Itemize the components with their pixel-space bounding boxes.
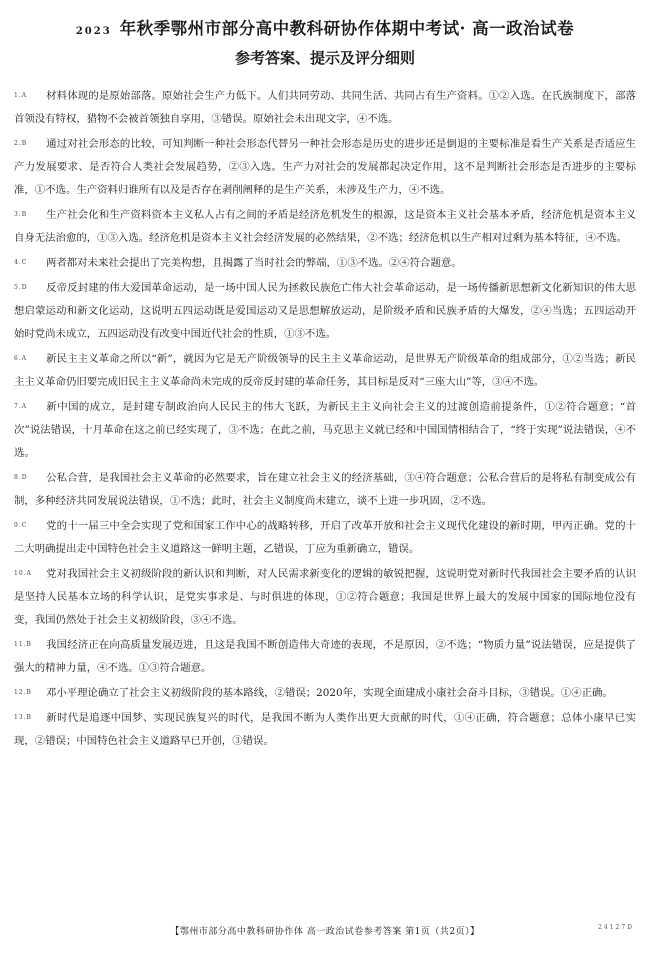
document-code: 24127D bbox=[598, 924, 634, 931]
answer-item bbox=[14, 276, 636, 346]
header bbox=[0, 0, 650, 70]
answer-item bbox=[14, 84, 636, 131]
answer-explanation: 我国经济正在向高质量发展迈进，且这是我国不断创造伟大奇迹的表现，不是原因，②不选；“物质力量”说法错误，应是提供了强大的精神力量，④不选。①③符合题意。 bbox=[14, 639, 636, 674]
page-footer bbox=[0, 924, 650, 937]
answer-item bbox=[14, 203, 636, 250]
page-title bbox=[0, 18, 650, 43]
answer-number: 5.D bbox=[14, 284, 28, 291]
exam-title: 年秋季鄂州市部分高中教科研协作体期中考试· 高一政治试卷 bbox=[119, 19, 575, 38]
answer-explanation: 公私合营，是我国社会主义革命的必然要求，旨在建立社会主义的经济基础，③④符合题意；公私合营后的是将私有制变成公有制，多种经济共同发展说法错误，①不选；此时，社会主义制度尚未建立，谈不上进一步巩固，②不选。 bbox=[14, 472, 636, 507]
answer-explanation: 反帝反封建的伟大爱国革命运动，是一场中国人民为拯救民族危亡伟大社会革命运动，是一场传播新思想新文化新知识的伟大思想启蒙运动和新文化运动，这说明五四运动既是爱国运动又是思想解放运动，是阶级矛盾和民族矛盾的大爆发，②④当选；五四运动开始时党尚未成立，五四运动没有改变中国近代社会的性质，①③不选。 bbox=[14, 282, 636, 340]
answer-item bbox=[14, 706, 636, 753]
answer-explanation: 两者都对未来社会提出了完美构想，且揭露了当时社会的弊端，①③不选。②④符合题意。 bbox=[46, 257, 462, 269]
answer-number: 3.B bbox=[14, 211, 28, 218]
answer-item bbox=[14, 251, 636, 275]
answer-explanation: 新中国的成立，是封建专制政治向人民民主的伟大飞跃，为新民主主义向社会主义的过渡创造前提条件，①②符合题意；“首次”说法错误，十月革命在这之前已经实现了，③不选；在此之前，马克思主义就已经和中国国情相结合了，“终于实现”说法错误，④不选。 bbox=[14, 401, 636, 459]
footer-text: 【鄂州市部分高中教科研协作体 高一政治试卷参考答案 第1页（共2页）】 bbox=[170, 927, 480, 937]
answer-number: 6.A bbox=[14, 355, 28, 362]
answer-number: 12.B bbox=[14, 689, 32, 696]
answer-item bbox=[14, 514, 636, 561]
answer-number: 13.B bbox=[14, 714, 32, 721]
answer-number: 2.B bbox=[14, 140, 28, 147]
answer-item bbox=[14, 562, 636, 632]
answer-item bbox=[14, 633, 636, 680]
answer-explanation: 新时代是追逐中国梦、实现民族复兴的时代，是我国不断为人类作出更大贡献的时代，①④正确，符合题意；总体小康早已实现，②错误；中国特色社会主义道路早已开创，③错误。 bbox=[14, 712, 636, 747]
answer-explanation: 材料体现的是原始部落。原始社会生产力低下。人们共同劳动、共同生活、共同占有生产资料。①②入选。在氏族制度下，部落首领没有特权，猎物不会被首领独自享用，③错误。原始社会未出现文字，④不选。 bbox=[14, 90, 636, 125]
answer-item bbox=[14, 466, 636, 513]
answer-number: 11.B bbox=[14, 641, 32, 648]
answer-item bbox=[14, 132, 636, 202]
answer-number: 4.C bbox=[14, 259, 28, 266]
answer-number: 1.A bbox=[14, 92, 28, 99]
answer-item bbox=[14, 395, 636, 465]
exam-year: 2023 bbox=[75, 26, 112, 37]
answer-list bbox=[14, 84, 636, 754]
answer-explanation: 新民主主义革命之所以“新”，就因为它是无产阶级领导的民主主义革命运动，是世界无产阶级革命的组成部分，①②当选；新民主主义革命仍旧要完成旧民主主义革命尚未完成的反帝反封建的革命任务，其目标是反对“三座大山”等，③④不选。 bbox=[14, 353, 636, 388]
answer-item bbox=[14, 681, 636, 705]
answer-number: 7.A bbox=[14, 403, 28, 410]
answer-number: 8.D bbox=[14, 474, 28, 481]
answer-item bbox=[14, 347, 636, 394]
answer-number: 9.C bbox=[14, 522, 28, 529]
answer-number: 10.A bbox=[14, 570, 32, 577]
answer-explanation: 党对我国社会主义初级阶段的新认识和判断，对人民需求新变化的逻辑的敏锐把握，这说明党对新时代我国社会主要矛盾的认识是坚持人民基本立场的科学认识，是党实事求是、与时俱进的体现，①②符合题意；我国是世界上最大的发展中国家的国际地位没有变，我国仍然处于社会主义初级阶段，③④不选。 bbox=[14, 568, 636, 626]
answer-explanation: 生产社会化和生产资料资本主义私人占有之间的矛盾是经济危机发生的根源，这是资本主义社会基本矛盾，经济危机是资本主义自身无法治愈的，①③入选。经济危机是资本主义社会经济发展的必然结果，②不选；经济危机以生产相对过剩为基本特征，④不选。 bbox=[14, 209, 636, 244]
page-subtitle: 参考答案、提示及评分细则 bbox=[234, 49, 415, 67]
answer-explanation: 通过对社会形态的比较，可知判断一种社会形态代替另一种社会形态是历史的进步还是倒退的主要标准是看生产关系是否适应生产力发展要求、是否符合人类社会发展趋势，②③入选。生产力对社会的发展都起决定作用，这不是判断社会形态是否进步的主要标准，①不选。生产资料归谁所有以及是否存在剥削阐释的是生产关系，未涉及生产力，④不选。 bbox=[14, 138, 636, 196]
answer-explanation: 邓小平理论确立了社会主义初级阶段的基本路线，②错误；2020年，实现全面建成小康社会奋斗目标，③错误。①④正确。 bbox=[46, 687, 613, 699]
answer-explanation: 党的十一届三中全会实现了党和国家工作中心的战略转移，开启了改革开放和社会主义现代化建设的新时期，甲丙正确。党的十二大明确提出走中国特色社会主义道路这一鲜明主题，乙错误，丁应为重新确立，错误。 bbox=[14, 520, 636, 555]
